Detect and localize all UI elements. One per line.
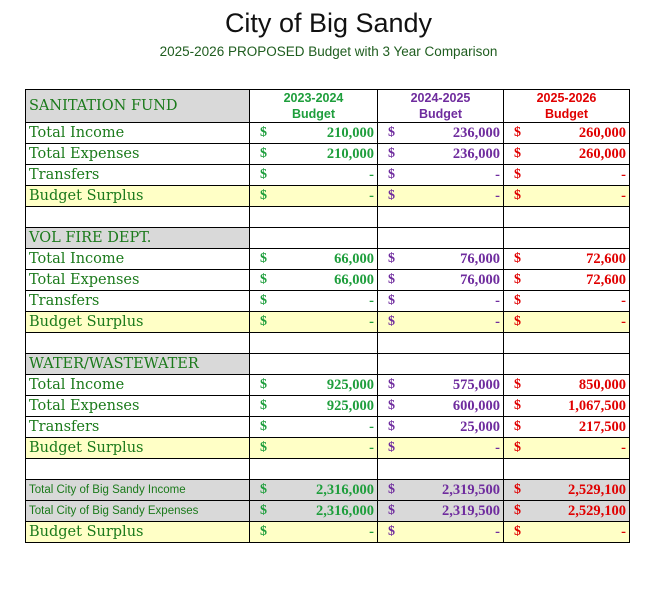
line-item-row bbox=[26, 144, 630, 165]
currency-symbol: $ bbox=[504, 270, 526, 291]
budget-table-body bbox=[26, 90, 630, 543]
currency-symbol: $ bbox=[504, 249, 526, 270]
currency-symbol: $ bbox=[378, 186, 400, 207]
amount-cell: 2,529,100 bbox=[526, 480, 630, 501]
currency-symbol: $ bbox=[250, 312, 272, 333]
currency-symbol: $ bbox=[378, 438, 400, 459]
row-label: Total Income bbox=[26, 249, 250, 270]
currency-symbol: $ bbox=[378, 249, 400, 270]
budget-surplus-row bbox=[26, 186, 630, 207]
currency-symbol: $ bbox=[504, 396, 526, 417]
total-surplus-row bbox=[26, 522, 630, 543]
spacer-row bbox=[26, 459, 630, 480]
currency-symbol: $ bbox=[504, 291, 526, 312]
amount-cell: 260,000 bbox=[526, 144, 630, 165]
amount-cell: 236,000 bbox=[400, 123, 504, 144]
amount-cell: 260,000 bbox=[526, 123, 630, 144]
row-label: Transfers bbox=[26, 291, 250, 312]
spacer-cell bbox=[378, 207, 504, 228]
amount-cell: 2,316,000 bbox=[272, 501, 378, 522]
spacer-cell bbox=[250, 333, 378, 354]
amount-cell: - bbox=[272, 186, 378, 207]
line-item-row bbox=[26, 165, 630, 186]
amount-cell: 76,000 bbox=[400, 249, 504, 270]
amount-cell: 72,600 bbox=[526, 249, 630, 270]
amount-cell: - bbox=[400, 522, 504, 543]
budget-label: Budget bbox=[418, 107, 463, 121]
amount-cell: 925,000 bbox=[272, 375, 378, 396]
spacer-cell bbox=[504, 333, 630, 354]
amount-cell: - bbox=[400, 165, 504, 186]
currency-symbol: $ bbox=[378, 480, 400, 501]
currency-symbol: $ bbox=[504, 417, 526, 438]
line-item-row bbox=[26, 375, 630, 396]
currency-symbol: $ bbox=[504, 165, 526, 186]
budget-surplus-row bbox=[26, 312, 630, 333]
currency-symbol: $ bbox=[378, 501, 400, 522]
row-label: Total City of Big Sandy Income bbox=[26, 480, 250, 501]
amount-cell: 210,000 bbox=[272, 144, 378, 165]
amount-cell: - bbox=[526, 291, 630, 312]
empty-cell bbox=[504, 354, 630, 375]
amount-cell: - bbox=[400, 291, 504, 312]
spacer-cell bbox=[504, 207, 630, 228]
amount-cell: 210,000 bbox=[272, 123, 378, 144]
currency-symbol: $ bbox=[378, 144, 400, 165]
amount-cell: 575,000 bbox=[400, 375, 504, 396]
currency-symbol: $ bbox=[378, 291, 400, 312]
row-label: Total Expenses bbox=[26, 396, 250, 417]
amount-cell: - bbox=[272, 438, 378, 459]
section-header-row bbox=[26, 228, 630, 249]
spacer-cell bbox=[250, 207, 378, 228]
currency-symbol: $ bbox=[504, 312, 526, 333]
row-label: Transfers bbox=[26, 165, 250, 186]
currency-symbol: $ bbox=[250, 186, 272, 207]
year-label: 2023-2024 bbox=[283, 91, 344, 105]
currency-symbol: $ bbox=[504, 186, 526, 207]
amount-cell: 2,319,500 bbox=[400, 501, 504, 522]
row-label: Total City of Big Sandy Expenses bbox=[26, 501, 250, 522]
amount-cell: 925,000 bbox=[272, 396, 378, 417]
line-item-row bbox=[26, 270, 630, 291]
year-label: 2025-2026 bbox=[536, 91, 597, 105]
section-header-row bbox=[26, 354, 630, 375]
amount-cell: - bbox=[400, 312, 504, 333]
currency-symbol: $ bbox=[504, 144, 526, 165]
currency-symbol: $ bbox=[504, 501, 526, 522]
currency-symbol: $ bbox=[250, 417, 272, 438]
currency-symbol: $ bbox=[250, 144, 272, 165]
amount-cell: - bbox=[272, 291, 378, 312]
currency-symbol: $ bbox=[504, 522, 526, 543]
currency-symbol: $ bbox=[250, 165, 272, 186]
amount-cell: 850,000 bbox=[526, 375, 630, 396]
currency-symbol: $ bbox=[250, 270, 272, 291]
empty-cell bbox=[250, 354, 378, 375]
row-label: Total Income bbox=[26, 375, 250, 396]
spacer-cell bbox=[250, 459, 378, 480]
spacer-row bbox=[26, 207, 630, 228]
budget-table bbox=[25, 89, 630, 543]
budget-surplus-row bbox=[26, 438, 630, 459]
row-label: Total Income bbox=[26, 123, 250, 144]
amount-cell: 66,000 bbox=[272, 270, 378, 291]
spacer-cell bbox=[26, 333, 250, 354]
line-item-row bbox=[26, 249, 630, 270]
currency-symbol: $ bbox=[378, 312, 400, 333]
row-label: Budget Surplus bbox=[26, 522, 250, 543]
spacer-cell bbox=[26, 459, 250, 480]
empty-cell bbox=[504, 228, 630, 249]
currency-symbol: $ bbox=[378, 375, 400, 396]
currency-symbol: $ bbox=[378, 396, 400, 417]
spacer-cell bbox=[378, 459, 504, 480]
amount-cell: 66,000 bbox=[272, 249, 378, 270]
row-label: Total Expenses bbox=[26, 144, 250, 165]
currency-symbol: $ bbox=[504, 375, 526, 396]
amount-cell: - bbox=[526, 312, 630, 333]
currency-symbol: $ bbox=[250, 291, 272, 312]
spacer-cell bbox=[378, 333, 504, 354]
currency-symbol: $ bbox=[250, 375, 272, 396]
amount-cell: - bbox=[526, 438, 630, 459]
spacer-cell bbox=[504, 459, 630, 480]
amount-cell: - bbox=[526, 165, 630, 186]
total-row bbox=[26, 480, 630, 501]
line-item-row bbox=[26, 123, 630, 144]
amount-cell: - bbox=[400, 438, 504, 459]
amount-cell: 72,600 bbox=[526, 270, 630, 291]
currency-symbol: $ bbox=[378, 522, 400, 543]
currency-symbol: $ bbox=[378, 123, 400, 144]
currency-symbol: $ bbox=[250, 438, 272, 459]
empty-cell bbox=[378, 354, 504, 375]
section-header-row bbox=[26, 90, 630, 123]
amount-cell: - bbox=[272, 522, 378, 543]
spacer-row bbox=[26, 333, 630, 354]
page-title: City of Big Sandy bbox=[224, 8, 433, 38]
currency-symbol: $ bbox=[250, 396, 272, 417]
page-subtitle: 2025-2026 PROPOSED Budget with 3 Year Comparison bbox=[159, 44, 498, 59]
line-item-row bbox=[26, 291, 630, 312]
row-label: Budget Surplus bbox=[26, 186, 250, 207]
budget-label: Budget bbox=[544, 107, 589, 121]
amount-cell: 2,319,500 bbox=[400, 480, 504, 501]
amount-cell: - bbox=[272, 312, 378, 333]
section-title: WATER/WASTEWATER bbox=[26, 354, 250, 375]
budget-label: Budget bbox=[291, 107, 336, 121]
amount-cell: 1,067,500 bbox=[526, 396, 630, 417]
amount-cell: 76,000 bbox=[400, 270, 504, 291]
amount-cell: 2,529,100 bbox=[526, 501, 630, 522]
amount-cell: 217,500 bbox=[526, 417, 630, 438]
amount-cell: 600,000 bbox=[400, 396, 504, 417]
currency-symbol: $ bbox=[378, 417, 400, 438]
amount-cell: - bbox=[272, 417, 378, 438]
currency-symbol: $ bbox=[504, 123, 526, 144]
currency-symbol: $ bbox=[504, 438, 526, 459]
row-label: Total Expenses bbox=[26, 270, 250, 291]
line-item-row bbox=[26, 396, 630, 417]
amount-cell: 25,000 bbox=[400, 417, 504, 438]
currency-symbol: $ bbox=[250, 522, 272, 543]
empty-cell bbox=[250, 228, 378, 249]
currency-symbol: $ bbox=[250, 480, 272, 501]
currency-symbol: $ bbox=[250, 123, 272, 144]
empty-cell bbox=[378, 228, 504, 249]
currency-symbol: $ bbox=[250, 501, 272, 522]
year-header bbox=[250, 90, 378, 123]
amount-cell: 236,000 bbox=[400, 144, 504, 165]
currency-symbol: $ bbox=[250, 249, 272, 270]
currency-symbol: $ bbox=[504, 480, 526, 501]
year-header bbox=[378, 90, 504, 123]
amount-cell: - bbox=[400, 186, 504, 207]
year-header bbox=[504, 90, 630, 123]
spacer-cell bbox=[26, 207, 250, 228]
currency-symbol: $ bbox=[378, 165, 400, 186]
row-label: Budget Surplus bbox=[26, 312, 250, 333]
amount-cell: - bbox=[526, 522, 630, 543]
amount-cell: 2,316,000 bbox=[272, 480, 378, 501]
section-title: VOL FIRE DEPT. bbox=[26, 228, 250, 249]
total-row bbox=[26, 501, 630, 522]
amount-cell: - bbox=[526, 186, 630, 207]
amount-cell: - bbox=[272, 165, 378, 186]
currency-symbol: $ bbox=[378, 270, 400, 291]
year-label: 2024-2025 bbox=[410, 91, 471, 105]
row-label: Transfers bbox=[26, 417, 250, 438]
row-label: Budget Surplus bbox=[26, 438, 250, 459]
line-item-row bbox=[26, 417, 630, 438]
section-title: SANITATION FUND bbox=[26, 90, 250, 123]
